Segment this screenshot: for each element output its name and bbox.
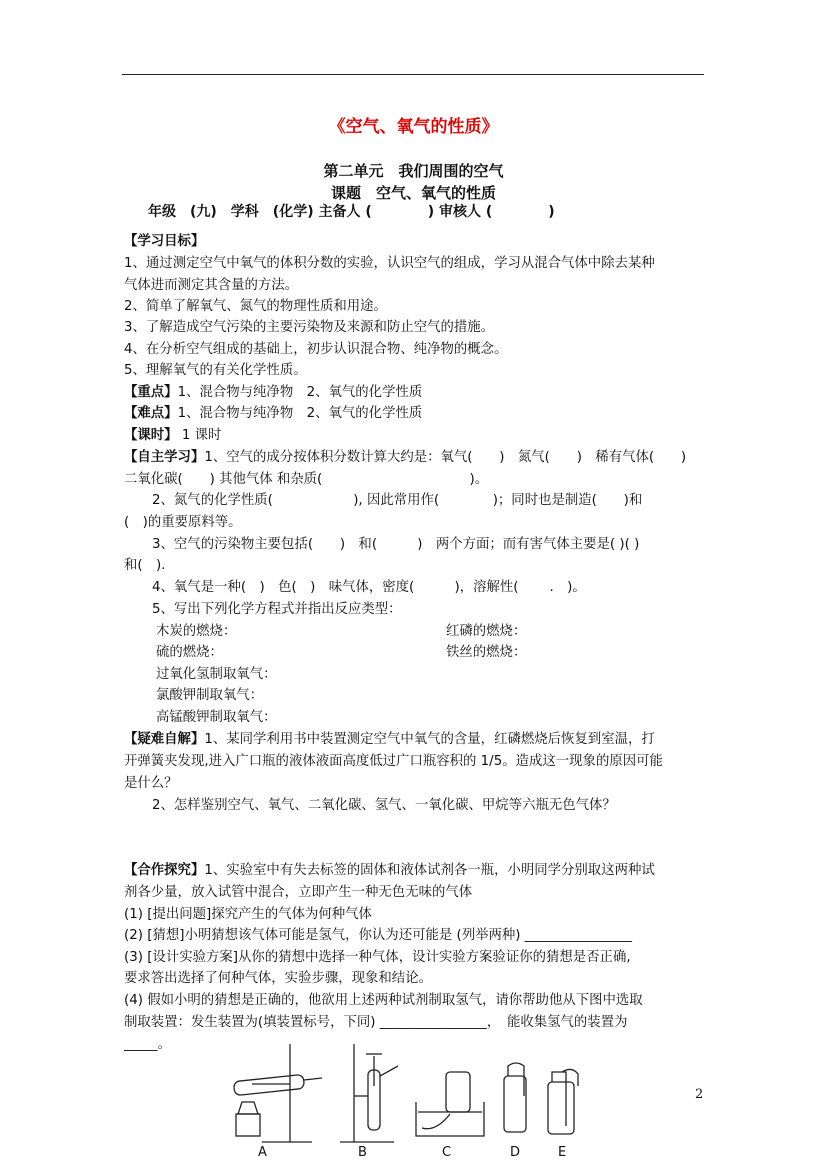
- apparatus-label: B: [358, 1145, 367, 1160]
- goal-line: 1、通过测定空气中氧气的体积分数的实验，认识空气的组成，学习从混合气体中除去某种: [124, 256, 655, 271]
- reaction-label: 红磷的燃烧：: [446, 624, 527, 639]
- apparatus-b: [340, 1044, 398, 1142]
- cooperate-line: 制取装置：发生装置为(填装置标号，下同) ________________， 能收集氢气的装置为: [124, 1015, 628, 1030]
- apparatus-figure: [222, 1036, 592, 1160]
- apparatus-label: D: [510, 1145, 521, 1160]
- header-rule: [122, 74, 704, 75]
- doubts-line: [124, 730, 655, 750]
- goal-line: 5、理解氧气的有关化学性质。: [124, 363, 307, 378]
- hours-text: 1 课时: [177, 428, 222, 443]
- goal-line: 3、了解造成空气污染的主要污染物及来源和防止空气的措施。: [124, 320, 495, 335]
- lesson-title: 课题 空气、氧气的性质: [330, 184, 496, 202]
- hours-heading: 【课时】: [124, 428, 178, 443]
- document-title: 《空气、氧气的性质》: [328, 117, 499, 137]
- cooperate-line: 要求答出选择了何种气体，实验步骤，现象和结论。: [124, 971, 432, 986]
- doubts-text: 1、某同学利用书中装置测定空气中氧气的含量，红磷燃烧后恢复到室温，打: [204, 732, 655, 747]
- unit-title: 第二单元 我们周围的空气: [323, 162, 504, 180]
- goal-line: 4、在分析空气组成的基础上，初步认识混合物、纯净物的概念。: [124, 342, 508, 357]
- goal-line: 2、简单了解氧气、氮气的物理性质和用途。: [124, 299, 387, 314]
- doubts-line: 开弹簧夹发现,进入广口瓶的液体液面高度低过广口瓶容积的 1/5。造成这一现象的原因可能: [124, 754, 663, 769]
- cooperate-line: (3) [设计实验方案]从你的猜想中选择一种气体，设计实验方案验证你的猜想是否正确,: [124, 950, 631, 965]
- cooperate-line: 剂各少量，放入试管中混合，立即产生一种无色无味的气体: [124, 885, 473, 900]
- apparatus-label: C: [442, 1145, 452, 1160]
- goals-heading: 【学习目标】: [124, 234, 205, 249]
- self-study-line: 4、氧气是一种( ) 色( ) 味气体，密度( )，溶解性( . )。: [152, 580, 586, 595]
- self-study-heading: 【自主学习】: [124, 450, 205, 465]
- cooperate-line: [124, 861, 655, 881]
- doubts-line: 2、怎样鉴别空气、氧气、二氧化碳、氢气、一氧化碳、甲烷等六瓶无色气体？: [152, 798, 616, 813]
- cooperate-line: _____。: [124, 1037, 171, 1052]
- self-study-line: 5、写出下列化学方程式并指出反应类型：: [152, 602, 402, 617]
- apparatus-a: [233, 1044, 322, 1142]
- reaction-label: 硫的燃烧：: [156, 645, 223, 660]
- reaction-label: 氯酸钾制取氧气：: [156, 688, 264, 703]
- apparatus-e: [548, 1069, 578, 1134]
- reaction-label: 铁丝的燃烧：: [446, 645, 527, 660]
- page-number: 2: [695, 1087, 704, 1102]
- difficult-text: 1、混合物与纯净物 2、氧气的化学性质: [177, 406, 423, 421]
- apparatus-c: [416, 1072, 484, 1136]
- key-text: 1、混合物与纯净物 2、氧气的化学性质: [177, 385, 423, 400]
- goal-line: 气体进而测定其含量的方法。: [124, 278, 299, 293]
- self-study-line: 二氧化碳( ) 其他气体 和杂质( )。: [124, 472, 489, 487]
- cooperate-heading: 【合作探究】: [124, 863, 205, 878]
- difficult-heading: 【难点】: [124, 406, 178, 421]
- key-heading: 【重点】: [124, 385, 178, 400]
- reaction-label: 高锰酸钾制取氧气：: [156, 710, 277, 725]
- self-study-line: 2、氮气的化学性质( ), 因此常用作( )；同时也是制造( )和: [152, 493, 643, 508]
- cooperate-text: 1、实验室中有失去标签的固体和液体试剂各一瓶，小明同学分别取这两种试: [204, 863, 655, 878]
- doubts-heading: 【疑难自解】: [124, 732, 205, 747]
- cooperate-line: (4) 假如小明的猜想是正确的，他欲用上述两种试剂制取氢气，请你帮助他从下图中选取: [124, 993, 643, 1008]
- self-study-text: 1、空气的成分按体积分数计算大约是：氧气( ) 氮气( ) 稀有气体( ): [204, 450, 687, 465]
- self-study-line: 和( ).: [124, 558, 166, 573]
- cooperate-line: (1) [提出问题]探究产生的气体为何种气体: [124, 907, 372, 922]
- class-hours: [124, 426, 221, 446]
- apparatus-label: A: [258, 1145, 267, 1160]
- reaction-label: 木炭的燃烧：: [156, 624, 237, 639]
- key-points: [124, 383, 422, 403]
- self-study-line: 3、空气的污染物主要包括( ) 和( ) 两个方面；而有害气体主要是( )( ): [152, 537, 640, 552]
- cooperate-line: (2) [猜想]小明猜想该气体可能是氢气，你认为还可能是 (列举两种) ________________: [124, 928, 632, 943]
- apparatus-label: E: [558, 1145, 567, 1160]
- header-info: 年级 (九) 学科 (化学) 主备人 ( ) 审核人 ( ): [148, 204, 555, 220]
- reaction-label: 过氧化氢制取氧气：: [156, 667, 277, 682]
- apparatus-d: [504, 1063, 526, 1132]
- self-study-line: [124, 448, 686, 468]
- difficult-points: [124, 404, 422, 424]
- self-study-line: ( )的重要原料等。: [124, 515, 242, 530]
- doubts-line: 是什么？: [124, 776, 178, 791]
